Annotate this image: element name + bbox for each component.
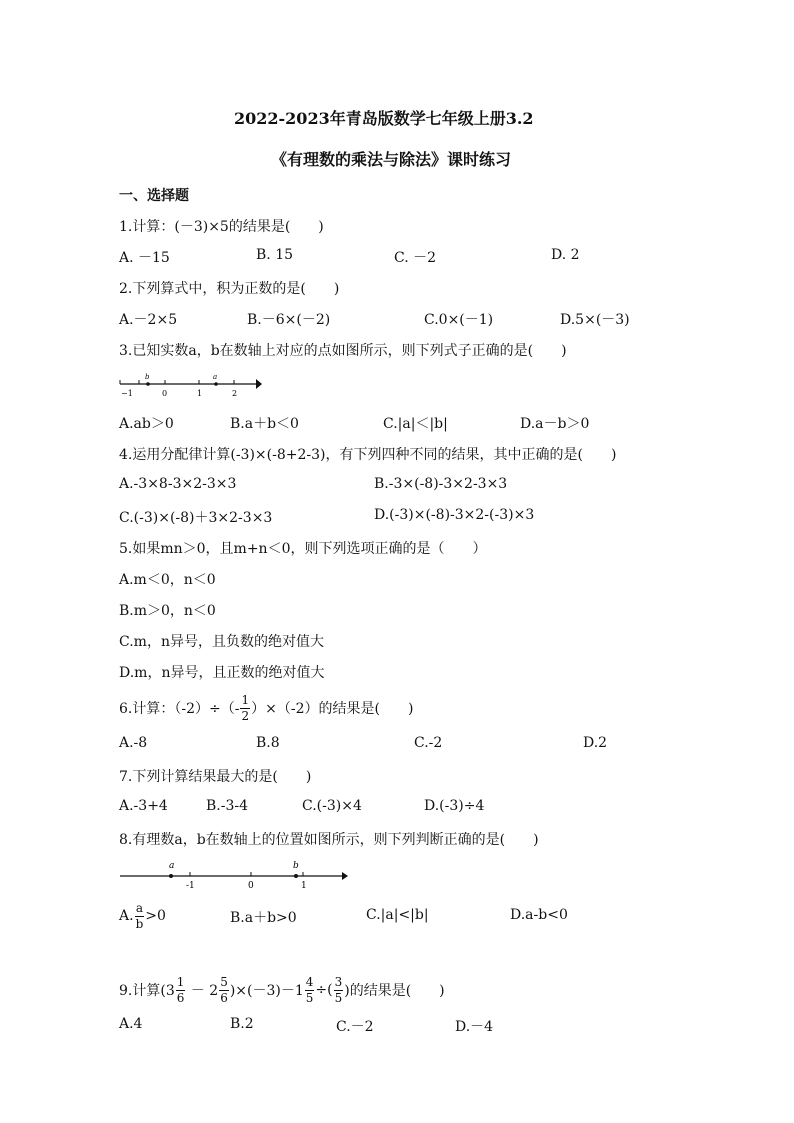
q9-fraction-4	[334, 975, 344, 1006]
point-b	[294, 874, 298, 878]
q6-fraction-denominator: 2	[241, 708, 250, 723]
q9-option-c: C.－2	[336, 1019, 374, 1035]
section-heading: 一、选择题	[119, 188, 189, 204]
point-b	[146, 382, 150, 386]
q4-option-b: B.-3×(-8)-3×2-3×3	[374, 476, 508, 492]
q9-fraction-1	[176, 975, 186, 1006]
q9-fraction-4-denominator: 5	[334, 990, 343, 1005]
question-2: 2.下列算式中，积为正数的是( )	[119, 281, 340, 297]
point-b-label: b	[293, 861, 299, 871]
q8-option-c: C.|a|<|b|	[366, 907, 429, 923]
q5-option-c: C.m，n异号，且负数的绝对值大	[119, 634, 324, 650]
q1-option-b: B. 15	[256, 247, 294, 263]
point-b-label: b	[145, 373, 150, 381]
tick-label-2: 2	[232, 389, 238, 398]
q9-fraction-1-denominator: 6	[176, 990, 185, 1005]
q9-fraction-4-numerator: 3	[334, 974, 343, 989]
number-line-q3	[117, 372, 263, 400]
q6-option-c: C.-2	[414, 735, 443, 751]
q9-option-d: D.－4	[455, 1019, 494, 1035]
q8-option-a-fraction	[135, 901, 145, 932]
q2-option-c: C.0×(－1)	[424, 312, 494, 328]
q8-option-b: B.a＋b>0	[230, 910, 297, 926]
q6-fraction	[240, 693, 250, 724]
question-4: 4.运用分配律计算(-3)×(-8+2-3)，有下列四种不同的结果，其中正确的是( )	[119, 447, 617, 463]
point-a	[214, 382, 218, 386]
q9-fraction-3-denominator: 5	[305, 990, 314, 1005]
question-5: 5.如果mn＞0，且m+n＜0，则下列选项正确的是（ ）	[119, 541, 487, 557]
q7-option-a: A.-3+4	[119, 798, 168, 814]
q9-fraction-3-numerator: 4	[305, 974, 314, 989]
q4-option-c: C.(-3)×(-8)＋3×2-3×3	[119, 510, 273, 526]
q1-option-a: A. －15	[119, 250, 170, 266]
question-9	[119, 970, 445, 1010]
q9-fraction-3	[305, 975, 315, 1006]
q8-fraction-numerator: a	[135, 900, 143, 915]
q1-option-d: D. 2	[551, 247, 580, 263]
q6-text-suffix: ）×（-2）的结果是( )	[251, 701, 414, 717]
point-a	[169, 874, 173, 878]
q9-text-end: )的结果是( )	[344, 983, 445, 999]
q9-fraction-2-denominator: 6	[220, 990, 228, 1005]
tick-label-neg1: −1	[121, 389, 133, 398]
q5-option-d: D.m，n异号，且正数的绝对值大	[119, 665, 325, 681]
tick-label-0: 0	[248, 881, 254, 891]
q4-option-a: A.-3×8-3×2-3×3	[119, 476, 237, 492]
q4-option-d: D.(-3)×(-8)-3×2-(-3)×3	[374, 507, 535, 523]
question-7: 7.下列计算结果最大的是( )	[119, 769, 312, 785]
question-1: 1.计算：(－3)×5的结果是( )	[119, 219, 324, 235]
q9-fraction-2	[219, 975, 229, 1006]
q1-option-c: C. －2	[394, 250, 437, 266]
q3-option-c: C.|a|＜|b|	[383, 416, 448, 432]
q8-option-a-suffix: >0	[145, 908, 166, 924]
tick-label-1: 1	[301, 881, 307, 891]
q6-option-a: A.-8	[119, 735, 148, 751]
q6-fraction-numerator: 1	[241, 692, 250, 707]
q9-text-mid-3: ÷(	[315, 982, 333, 998]
q8-fraction-denominator: b	[135, 916, 144, 931]
tick-label-0: 0	[162, 389, 168, 398]
q7-option-c: C.(-3)×4	[302, 798, 362, 814]
tick-label-neg1: -1	[186, 881, 195, 891]
tick-label-1: 1	[197, 389, 203, 398]
question-8: 8.有理数a，b在数轴上的位置如图所示，则下列判断正确的是( )	[119, 832, 539, 848]
q8-option-d: D.a-b<0	[510, 907, 568, 923]
q7-option-d: D.(-3)÷4	[424, 798, 485, 814]
q9-option-a: A.4	[119, 1016, 143, 1032]
q9-fraction-2-numerator: 5	[220, 974, 228, 989]
q9-option-b: B.2	[230, 1016, 254, 1032]
q2-option-a: A.－2×5	[119, 312, 178, 328]
q5-option-b: B.m＞0，n＜0	[119, 603, 216, 619]
q3-option-a: A.ab＞0	[119, 416, 174, 432]
q9-text-mid-2: )×(－3)－1	[229, 983, 304, 999]
point-a-label: a	[169, 861, 175, 871]
q5-option-a: A.m＜0，n＜0	[119, 572, 216, 588]
q2-option-b: B.－6×(－2)	[247, 312, 331, 328]
q7-option-b: B.-3-4	[206, 798, 249, 814]
point-a-label: a	[213, 373, 218, 381]
q8-option-a-prefix: A.	[119, 908, 134, 924]
q9-text-start: 9.计算(3	[119, 983, 175, 999]
q9-fraction-1-numerator: 1	[176, 974, 185, 989]
question-6	[119, 688, 413, 728]
q6-option-d: D.2	[583, 735, 608, 751]
q8-option-a	[119, 898, 166, 934]
q6-option-b: B.8	[256, 735, 280, 751]
number-line-q8	[118, 858, 350, 892]
question-3: 3.已知实数a，b在数轴上对应的点如图所示，则下列式子正确的是( )	[119, 343, 567, 359]
q3-option-b: B.a＋b＜0	[230, 416, 299, 432]
q9-text-mid-1: － 2	[186, 983, 219, 999]
title-line-1: 2022-2023年青岛版数学七年级上册3.2	[234, 109, 534, 128]
q3-option-d: D.a－b＞0	[520, 416, 590, 432]
title-line-2: 《有理数的乘法与除法》课时练习	[271, 150, 512, 169]
q2-option-d: D.5×(－3)	[560, 312, 630, 328]
q6-text-prefix: 6.计算：（-2）÷（-	[119, 701, 240, 717]
